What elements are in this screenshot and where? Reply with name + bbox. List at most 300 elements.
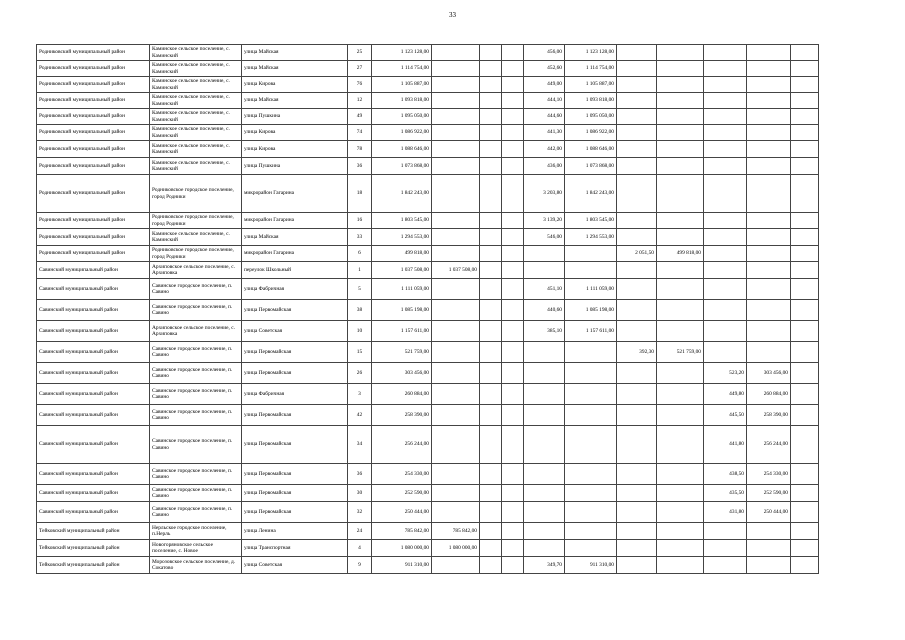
settlement-cell: Каминское сельское поселение, с. Каминский [150,77,242,93]
house-number-cell: 12 [348,93,372,109]
settlement-cell: Каминское сельское поселение, с. Каминский [150,125,242,141]
total-cost-cell: 1 111 059,00 [372,279,432,300]
cost-cell [502,485,524,502]
area-cell [524,384,565,405]
cost-cell: 254 330,00 [747,464,791,485]
cost-cell [432,45,480,61]
settlement-cell: Архиповское сельское поселение, с. Архиповка [150,321,242,342]
cost-cell [657,93,704,109]
cost-cell [657,426,704,464]
area-cell [617,125,657,141]
cost-cell [480,229,502,246]
total-cost-cell: 252 590,00 [372,485,432,502]
district-cell: Савинский муниципальный район [37,426,150,464]
total-cost-cell: 911 310,00 [372,557,432,574]
area-cell [704,557,747,574]
area-cell [617,523,657,540]
cost-cell [747,342,791,363]
district-cell: Тейковский муниципальный район [37,523,150,540]
cost-cell: 1 037 508,00 [432,262,480,279]
house-number-cell: 3 [348,384,372,405]
area-cell [617,77,657,93]
street-cell: микрорайон Гагарина [242,213,348,229]
cost-cell [791,262,819,279]
table-row [37,109,819,125]
district-cell: Савинский муниципальный район [37,502,150,523]
cost-cell [502,557,524,574]
cost-cell [657,175,704,213]
cost-cell: 911 310,00 [565,557,617,574]
area-cell [617,363,657,384]
area-cell: 449,00 [524,77,565,93]
cost-cell [791,61,819,77]
settlement-cell: Новогоряновское сельское поселение, с. Новое [150,540,242,557]
cost-cell: 1 095 050,00 [565,109,617,125]
cost-cell [747,213,791,229]
cost-cell [657,384,704,405]
cost-cell [747,262,791,279]
cost-cell [432,141,480,158]
area-cell [617,141,657,158]
area-cell [617,279,657,300]
area-cell [704,77,747,93]
table-row [37,502,819,523]
cost-cell [791,363,819,384]
street-cell: улица Майская [242,45,348,61]
settlement-cell: Архиповское сельское поселение, с. Архиповка [150,262,242,279]
cost-cell [502,279,524,300]
settlement-cell: Каминское сельское поселение, с. Каминский [150,229,242,246]
cost-cell [502,246,524,262]
street-cell: улица Пушкина [242,158,348,175]
table-row [37,61,819,77]
district-cell: Родниковский муниципальный район [37,213,150,229]
cost-cell [480,158,502,175]
area-cell [524,464,565,485]
cost-cell [657,279,704,300]
cost-cell [657,229,704,246]
cost-cell [480,109,502,125]
district-cell: Савинский муниципальный район [37,300,150,321]
district-cell: Родниковский муниципальный район [37,45,150,61]
cost-cell [791,485,819,502]
cost-cell [657,363,704,384]
district-cell: Родниковский муниципальный район [37,61,150,77]
cost-cell [565,246,617,262]
cost-cell [747,45,791,61]
cost-cell [791,557,819,574]
cost-cell [747,61,791,77]
area-cell: 438,50 [704,464,747,485]
area-cell [704,158,747,175]
table-row [37,485,819,502]
settlement-cell: Морозовское сельское поселение, д. Сокатово [150,557,242,574]
cost-cell [657,262,704,279]
cost-cell [432,125,480,141]
cost-cell [565,523,617,540]
street-cell: улица Ленина [242,523,348,540]
cost-cell: 1 080 000,00 [432,540,480,557]
cost-cell: 1 803 545,00 [565,213,617,229]
area-cell [617,262,657,279]
table-row [37,125,819,141]
table-row [37,384,819,405]
cost-cell [565,540,617,557]
cost-cell [480,262,502,279]
cost-cell: 521 759,00 [657,342,704,363]
area-cell [617,175,657,213]
cost-cell [502,93,524,109]
area-cell [704,93,747,109]
area-cell [617,300,657,321]
cost-cell [502,45,524,61]
cost-cell [791,175,819,213]
area-cell: 442,00 [524,141,565,158]
area-cell [617,45,657,61]
cost-cell [565,405,617,426]
area-cell: 451,10 [524,279,565,300]
street-cell: улица Кирова [242,77,348,93]
district-cell: Тейковский муниципальный район [37,540,150,557]
settlement-cell: Каминское сельское поселение, с. Каминский [150,45,242,61]
district-cell: Савинский муниципальный район [37,384,150,405]
cost-cell [480,141,502,158]
cost-cell [432,502,480,523]
cost-cell [657,213,704,229]
area-cell [524,262,565,279]
cost-cell [747,109,791,125]
area-cell [524,485,565,502]
settlement-cell: Савинское городское поселение, п. Савино [150,279,242,300]
total-cost-cell: 1 080 000,00 [372,540,432,557]
table-row [37,279,819,300]
cost-cell [432,109,480,125]
district-cell: Родниковский муниципальный район [37,229,150,246]
cost-cell [480,246,502,262]
area-cell [524,405,565,426]
settlement-cell: Родниковское городское поселение, город Родники [150,246,242,262]
cost-cell [747,540,791,557]
area-cell: 3 139,20 [524,213,565,229]
total-cost-cell: 499 818,00 [372,246,432,262]
cost-cell [791,426,819,464]
cost-cell [791,77,819,93]
area-cell [617,321,657,342]
cost-cell [747,93,791,109]
street-cell: улица Первомайская [242,485,348,502]
cost-cell [747,246,791,262]
cost-cell [791,125,819,141]
cost-cell [480,342,502,363]
cost-cell [791,45,819,61]
street-cell: улица Первомайская [242,342,348,363]
house-number-cell: 36 [348,464,372,485]
cost-cell: 1 073 868,00 [565,158,617,175]
area-cell [704,125,747,141]
cost-cell [565,363,617,384]
table-row [37,342,819,363]
house-number-cell: 74 [348,125,372,141]
cost-cell [502,158,524,175]
cost-cell [747,321,791,342]
cost-cell: 260 884,00 [747,384,791,405]
house-number-cell: 9 [348,557,372,574]
cost-cell [480,279,502,300]
table-row [37,262,819,279]
area-cell [704,540,747,557]
cost-cell [502,300,524,321]
cost-cell [502,426,524,464]
cost-cell [791,523,819,540]
area-cell [524,523,565,540]
cost-cell [565,384,617,405]
area-cell [524,246,565,262]
area-cell [617,61,657,77]
area-cell: 392,30 [617,342,657,363]
cost-cell [480,61,502,77]
cost-cell [432,246,480,262]
area-cell [704,141,747,158]
total-cost-cell: 1 294 553,00 [372,229,432,246]
cost-cell [432,77,480,93]
settlement-cell: Савинское городское поселение, п. Савино [150,363,242,384]
cost-cell [502,523,524,540]
table-row [37,464,819,485]
cost-cell [432,61,480,77]
area-cell [524,363,565,384]
table-row [37,45,819,61]
total-cost-cell: 1 037 508,00 [372,262,432,279]
settlement-cell: Каминское сельское поселение, с. Каминский [150,109,242,125]
settlement-cell: Родниковское городское поселение, город Родники [150,213,242,229]
district-cell: Савинский муниципальный район [37,262,150,279]
area-cell [704,175,747,213]
area-cell [617,213,657,229]
area-cell [524,342,565,363]
total-cost-cell: 1 073 868,00 [372,158,432,175]
cost-cell [791,109,819,125]
street-cell: улица Первомайская [242,405,348,426]
cost-cell [502,405,524,426]
settlement-cell: Каминское сельское поселение, с. Каминский [150,61,242,77]
area-cell [704,213,747,229]
cost-cell [565,464,617,485]
cost-cell [791,342,819,363]
cost-cell [791,141,819,158]
house-number-cell: 38 [348,300,372,321]
house-number-cell: 25 [348,45,372,61]
cost-cell [657,141,704,158]
table-row [37,540,819,557]
cost-cell [480,300,502,321]
street-cell: переулок Школьный [242,262,348,279]
street-cell: улица Первомайская [242,300,348,321]
cost-cell [480,464,502,485]
district-cell: Родниковский муниципальный район [37,125,150,141]
cost-cell [565,426,617,464]
total-cost-cell: 1 123 128,00 [372,45,432,61]
cost-cell [480,557,502,574]
cost-cell [480,363,502,384]
house-number-cell: 18 [348,175,372,213]
district-cell: Савинский муниципальный район [37,405,150,426]
house-number-cell: 10 [348,321,372,342]
cost-cell [432,426,480,464]
area-cell [617,93,657,109]
total-cost-cell: 1 086 922,00 [372,125,432,141]
cost-cell [480,523,502,540]
total-cost-cell: 1 093 818,00 [372,93,432,109]
area-cell [704,321,747,342]
area-cell: 456,00 [524,45,565,61]
table-row [37,523,819,540]
settlement-cell: Савинское городское поселение, п. Савино [150,464,242,485]
area-cell: 436,00 [524,158,565,175]
street-cell: улица Пушкина [242,109,348,125]
cost-cell [657,321,704,342]
area-cell: 431,80 [704,502,747,523]
area-cell: 452,60 [524,61,565,77]
total-cost-cell: 258 390,00 [372,405,432,426]
cost-cell: 1 105 887,00 [565,77,617,93]
cost-cell [657,557,704,574]
street-cell: улица Майская [242,229,348,246]
district-cell: Савинский муниципальный район [37,321,150,342]
cost-cell [657,502,704,523]
cost-cell [657,464,704,485]
table-row [37,93,819,109]
cost-cell [747,175,791,213]
cost-cell [791,158,819,175]
cost-cell: 1 123 128,00 [565,45,617,61]
total-cost-cell: 1 803 545,00 [372,213,432,229]
area-cell [617,158,657,175]
cost-cell [432,229,480,246]
cost-cell [791,384,819,405]
street-cell: улица Первомайская [242,502,348,523]
street-cell: микрорайон Гагарина [242,175,348,213]
cost-cell: 250 444,00 [747,502,791,523]
area-cell [617,426,657,464]
table-row [37,300,819,321]
cost-cell [480,175,502,213]
cost-cell: 1 093 818,00 [565,93,617,109]
house-number-cell: 49 [348,109,372,125]
house-number-cell: 26 [348,363,372,384]
table-row [37,363,819,384]
area-cell [524,540,565,557]
cost-cell: 1 088 646,00 [565,141,617,158]
district-cell: Савинский муниципальный район [37,279,150,300]
cost-cell: 1 111 059,00 [565,279,617,300]
cost-cell [480,45,502,61]
cost-cell [502,213,524,229]
settlement-cell: Родниковское городское поселение, город Родники [150,175,242,213]
cost-cell [747,141,791,158]
cost-cell [791,300,819,321]
house-number-cell: 5 [348,279,372,300]
total-cost-cell: 1 842 243,00 [372,175,432,213]
cost-cell [502,61,524,77]
house-number-cell: 32 [348,502,372,523]
cost-cell [657,300,704,321]
table-row [37,405,819,426]
cost-cell [480,405,502,426]
cost-cell [657,405,704,426]
house-number-cell: 78 [348,141,372,158]
district-cell: Родниковский муниципальный район [37,141,150,158]
settlement-cell: Савинское городское поселение, п. Савино [150,485,242,502]
area-cell: 523,20 [704,363,747,384]
area-cell [524,426,565,464]
area-cell [704,262,747,279]
cost-cell [480,77,502,93]
area-cell [704,229,747,246]
cost-cell: 1 085 198,00 [565,300,617,321]
settlement-cell: Савинское городское поселение, п. Савино [150,405,242,426]
page-number: 33 [449,11,456,19]
total-cost-cell: 1 095 050,00 [372,109,432,125]
cost-cell [791,213,819,229]
cost-cell [432,158,480,175]
settlement-cell: Нерльское городское поселение, п.Нерль [150,523,242,540]
settlement-cell: Савинское городское поселение, п. Савино [150,342,242,363]
street-cell: улица Первомайская [242,426,348,464]
area-cell: 385,10 [524,321,565,342]
house-number-cell: 16 [348,213,372,229]
cost-cell [791,405,819,426]
cost-cell [791,540,819,557]
cost-cell [502,342,524,363]
district-cell: Родниковский муниципальный район [37,246,150,262]
street-cell: улица Первомайская [242,464,348,485]
cost-cell [432,384,480,405]
cost-cell [657,158,704,175]
cost-cell: 499 818,00 [657,246,704,262]
street-cell: улица Кирова [242,125,348,141]
area-cell [704,342,747,363]
cost-cell [502,125,524,141]
cost-cell [432,464,480,485]
street-cell: улица Фабричная [242,279,348,300]
area-cell [704,246,747,262]
area-cell: 441,80 [704,426,747,464]
area-cell: 3 203,80 [524,175,565,213]
district-cell: Родниковский муниципальный район [37,158,150,175]
street-cell: улица Транспортная [242,540,348,557]
cost-cell [565,262,617,279]
total-cost-cell: 303 456,00 [372,363,432,384]
cost-cell: 1 157 611,00 [565,321,617,342]
district-cell: Родниковский муниципальный район [37,109,150,125]
cost-cell [747,229,791,246]
total-cost-cell: 254 330,00 [372,464,432,485]
cost-cell [480,485,502,502]
total-cost-cell: 256 244,00 [372,426,432,464]
cost-cell: 303 456,00 [747,363,791,384]
house-number-cell: 34 [348,426,372,464]
cost-cell [502,363,524,384]
area-cell: 449,80 [704,384,747,405]
cost-cell: 258 390,00 [747,405,791,426]
street-cell: улица Первомайская [242,363,348,384]
total-cost-cell: 1 105 887,00 [372,77,432,93]
area-cell [617,485,657,502]
area-cell [617,384,657,405]
area-cell: 444,60 [524,109,565,125]
area-cell [617,229,657,246]
settlement-cell: Савинское городское поселение, п. Савино [150,300,242,321]
